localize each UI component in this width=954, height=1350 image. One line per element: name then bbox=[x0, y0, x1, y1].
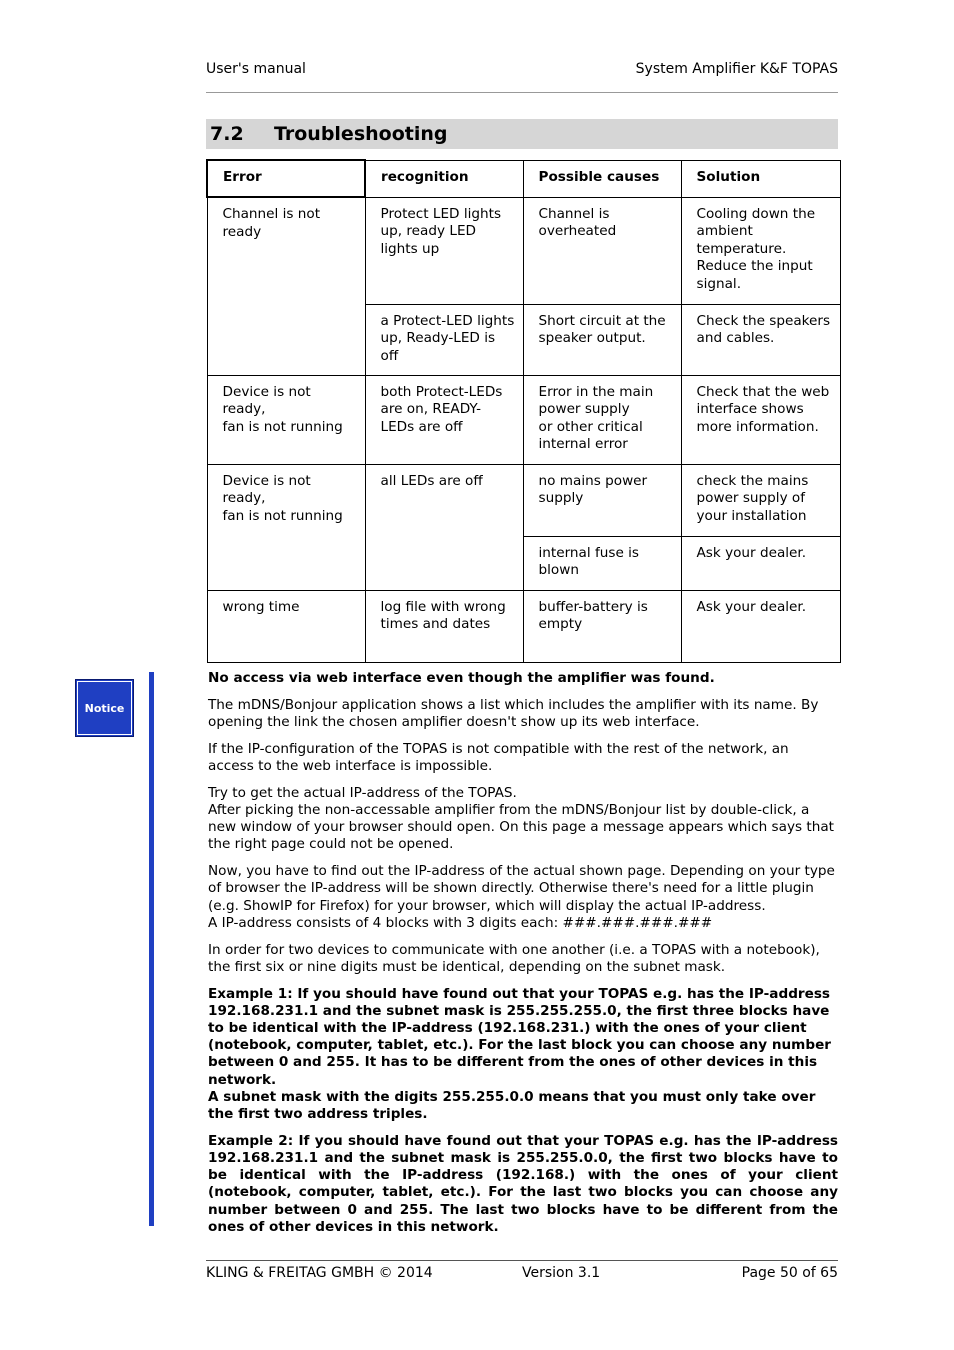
paragraph-line: Now, you have to find out the IP-address of the actual shown page. Depending on your type of browser the IP-address will be shown directly. Otherwise there's need for a little plugin (e.g. ShowIP for Firefox) for your browser, which will display the actual IP-address. bbox=[208, 863, 835, 914]
section-heading bbox=[206, 119, 838, 149]
footer-divider bbox=[206, 1260, 838, 1261]
section-title: Troubleshooting bbox=[274, 123, 448, 145]
table-cell-error-line: Device is not ready, bbox=[222, 383, 311, 418]
table-cell-solution: Ask your dealer. bbox=[681, 590, 840, 662]
table-cell-recognition: both Protect-LEDs are on, READY-LEDs are off bbox=[365, 375, 523, 464]
paragraph-line: A subnet mask with the digits 255.255.0.0 means that you must only take over the first two address triples. bbox=[208, 1088, 816, 1123]
table-cell-error-line: fan is not running bbox=[222, 507, 343, 524]
column-header-error: Error bbox=[207, 160, 365, 197]
paragraph-line: Example 1: If you should have found out that your TOPAS e.g. has the IP-address 192.168.231.1 and the subnet mask is 255.255.255.0, the first three blocks have to be identical with the IP-address (192.168.231.) with the ones of your client (notebook, computer, tablet, etc.). For the last block you can choose any number between 0 and 255. It has to be different from the ones of other devices in this network. bbox=[208, 985, 831, 1088]
paragraph: If the IP-configuration of the TOPAS is not compatible with the rest of the network, an access to the web interface is impossible. bbox=[208, 740, 789, 774]
notice-heading: No access via web interface even though the amplifier was found. bbox=[208, 670, 715, 686]
paragraph-line: Try to get the actual IP-address of the TOPAS. bbox=[208, 784, 517, 801]
paragraph: The mDNS/Bonjour application shows a list which includes the amplifier with its name. By opening the link the chosen amplifier doesn't show up its web interface. bbox=[208, 696, 819, 730]
header-divider bbox=[206, 92, 838, 93]
table-row bbox=[207, 590, 840, 662]
footer-company: KLING & FREITAG GMBH © 2014 bbox=[206, 1265, 433, 1281]
table-row bbox=[207, 197, 840, 304]
notice-badge bbox=[75, 679, 134, 737]
table-cell-solution: check the mains power supply of your installation bbox=[681, 464, 840, 536]
example-1 bbox=[208, 986, 838, 1124]
table-row bbox=[207, 464, 840, 536]
table-cell-recognition: a Protect-LED lights up, Ready-LED is off bbox=[365, 304, 523, 375]
column-header-causes: Possible causes bbox=[523, 160, 681, 197]
paragraph: In order for two devices to communicate with one another (i.e. a TOPAS with a notebook), the first six or nine digits must be identical, depending on the subnet mask. bbox=[208, 941, 820, 975]
table-cell-recognition: all LEDs are off bbox=[365, 464, 523, 590]
troubleshooting-table bbox=[206, 159, 841, 663]
table-header-row bbox=[207, 160, 840, 197]
table-cell-cause-line: or other critical internal error bbox=[538, 418, 643, 453]
table-cell-cause: buffer-battery is empty bbox=[523, 590, 681, 662]
table-cell-error bbox=[207, 464, 365, 590]
table-cell-error-line: fan is not running bbox=[222, 418, 343, 435]
table-cell-error bbox=[207, 375, 365, 464]
notice-margin-bar bbox=[149, 672, 154, 1226]
paragraph bbox=[208, 785, 838, 854]
table-cell-recognition: Protect LED lights up, ready LED lights up bbox=[365, 197, 523, 304]
table-cell-recognition: log file with wrong times and dates bbox=[365, 590, 523, 662]
header-right: System Amplifier K&F TOPAS bbox=[635, 61, 838, 77]
table-cell-cause: Short circuit at the speaker output. bbox=[523, 304, 681, 375]
table-cell-error: wrong time bbox=[207, 590, 365, 662]
table-cell-error: Channel is not ready bbox=[207, 197, 365, 375]
section-number: 7.2 bbox=[210, 123, 244, 145]
table-cell-solution: Check the speakers and cables. bbox=[681, 304, 840, 375]
table-cell-cause: Channel is overheated bbox=[523, 197, 681, 304]
table-cell-cause: internal fuse is blown bbox=[523, 536, 681, 590]
paragraph-line: After picking the non-accessable amplifier from the mDNS/Bonjour list by double-click, a new window of your browser should open. On this page a message appears which says that the right page could not be opened. bbox=[208, 802, 835, 853]
footer-page-number: Page 50 of 65 bbox=[741, 1265, 838, 1281]
notice-label: Notice bbox=[84, 701, 125, 715]
paragraph bbox=[208, 863, 838, 932]
column-header-recognition: recognition bbox=[365, 160, 523, 197]
table-cell-solution: Ask your dealer. bbox=[681, 536, 840, 590]
table-cell-cause: no mains power supply bbox=[523, 464, 681, 536]
footer-version: Version 3.1 bbox=[522, 1265, 601, 1281]
example-2: Example 2: If you should have found out that your TOPAS e.g. has the IP-address 192.168.231.1 and the subnet mask is 255.255.0.0, the first two blocks have to be identical with the IP-address (192.168.) with the ones of your client (notebook, computer, tablet, etc.). For the last two blocks you can choose any number between 0 and 255. The last two blocks have to be different from the ones of other devices in this network. bbox=[208, 1132, 838, 1235]
table-cell-error-line: Device is not ready, bbox=[222, 472, 311, 507]
table-cell-solution: Cooling down the ambient temperature. Reduce the input signal. bbox=[681, 197, 840, 304]
table-row bbox=[207, 375, 840, 464]
column-header-solution: Solution bbox=[681, 160, 840, 197]
paragraph-line: A IP-address consists of 4 blocks with 3 digits each: ###.###.###.### bbox=[208, 914, 713, 931]
table-cell-solution: Check that the web interface shows more information. bbox=[681, 375, 840, 464]
table-cell-cause bbox=[523, 375, 681, 464]
notice-content bbox=[208, 670, 838, 1246]
header-left: User's manual bbox=[206, 61, 306, 77]
table-cell-cause-line: Error in the main power supply bbox=[538, 383, 654, 418]
